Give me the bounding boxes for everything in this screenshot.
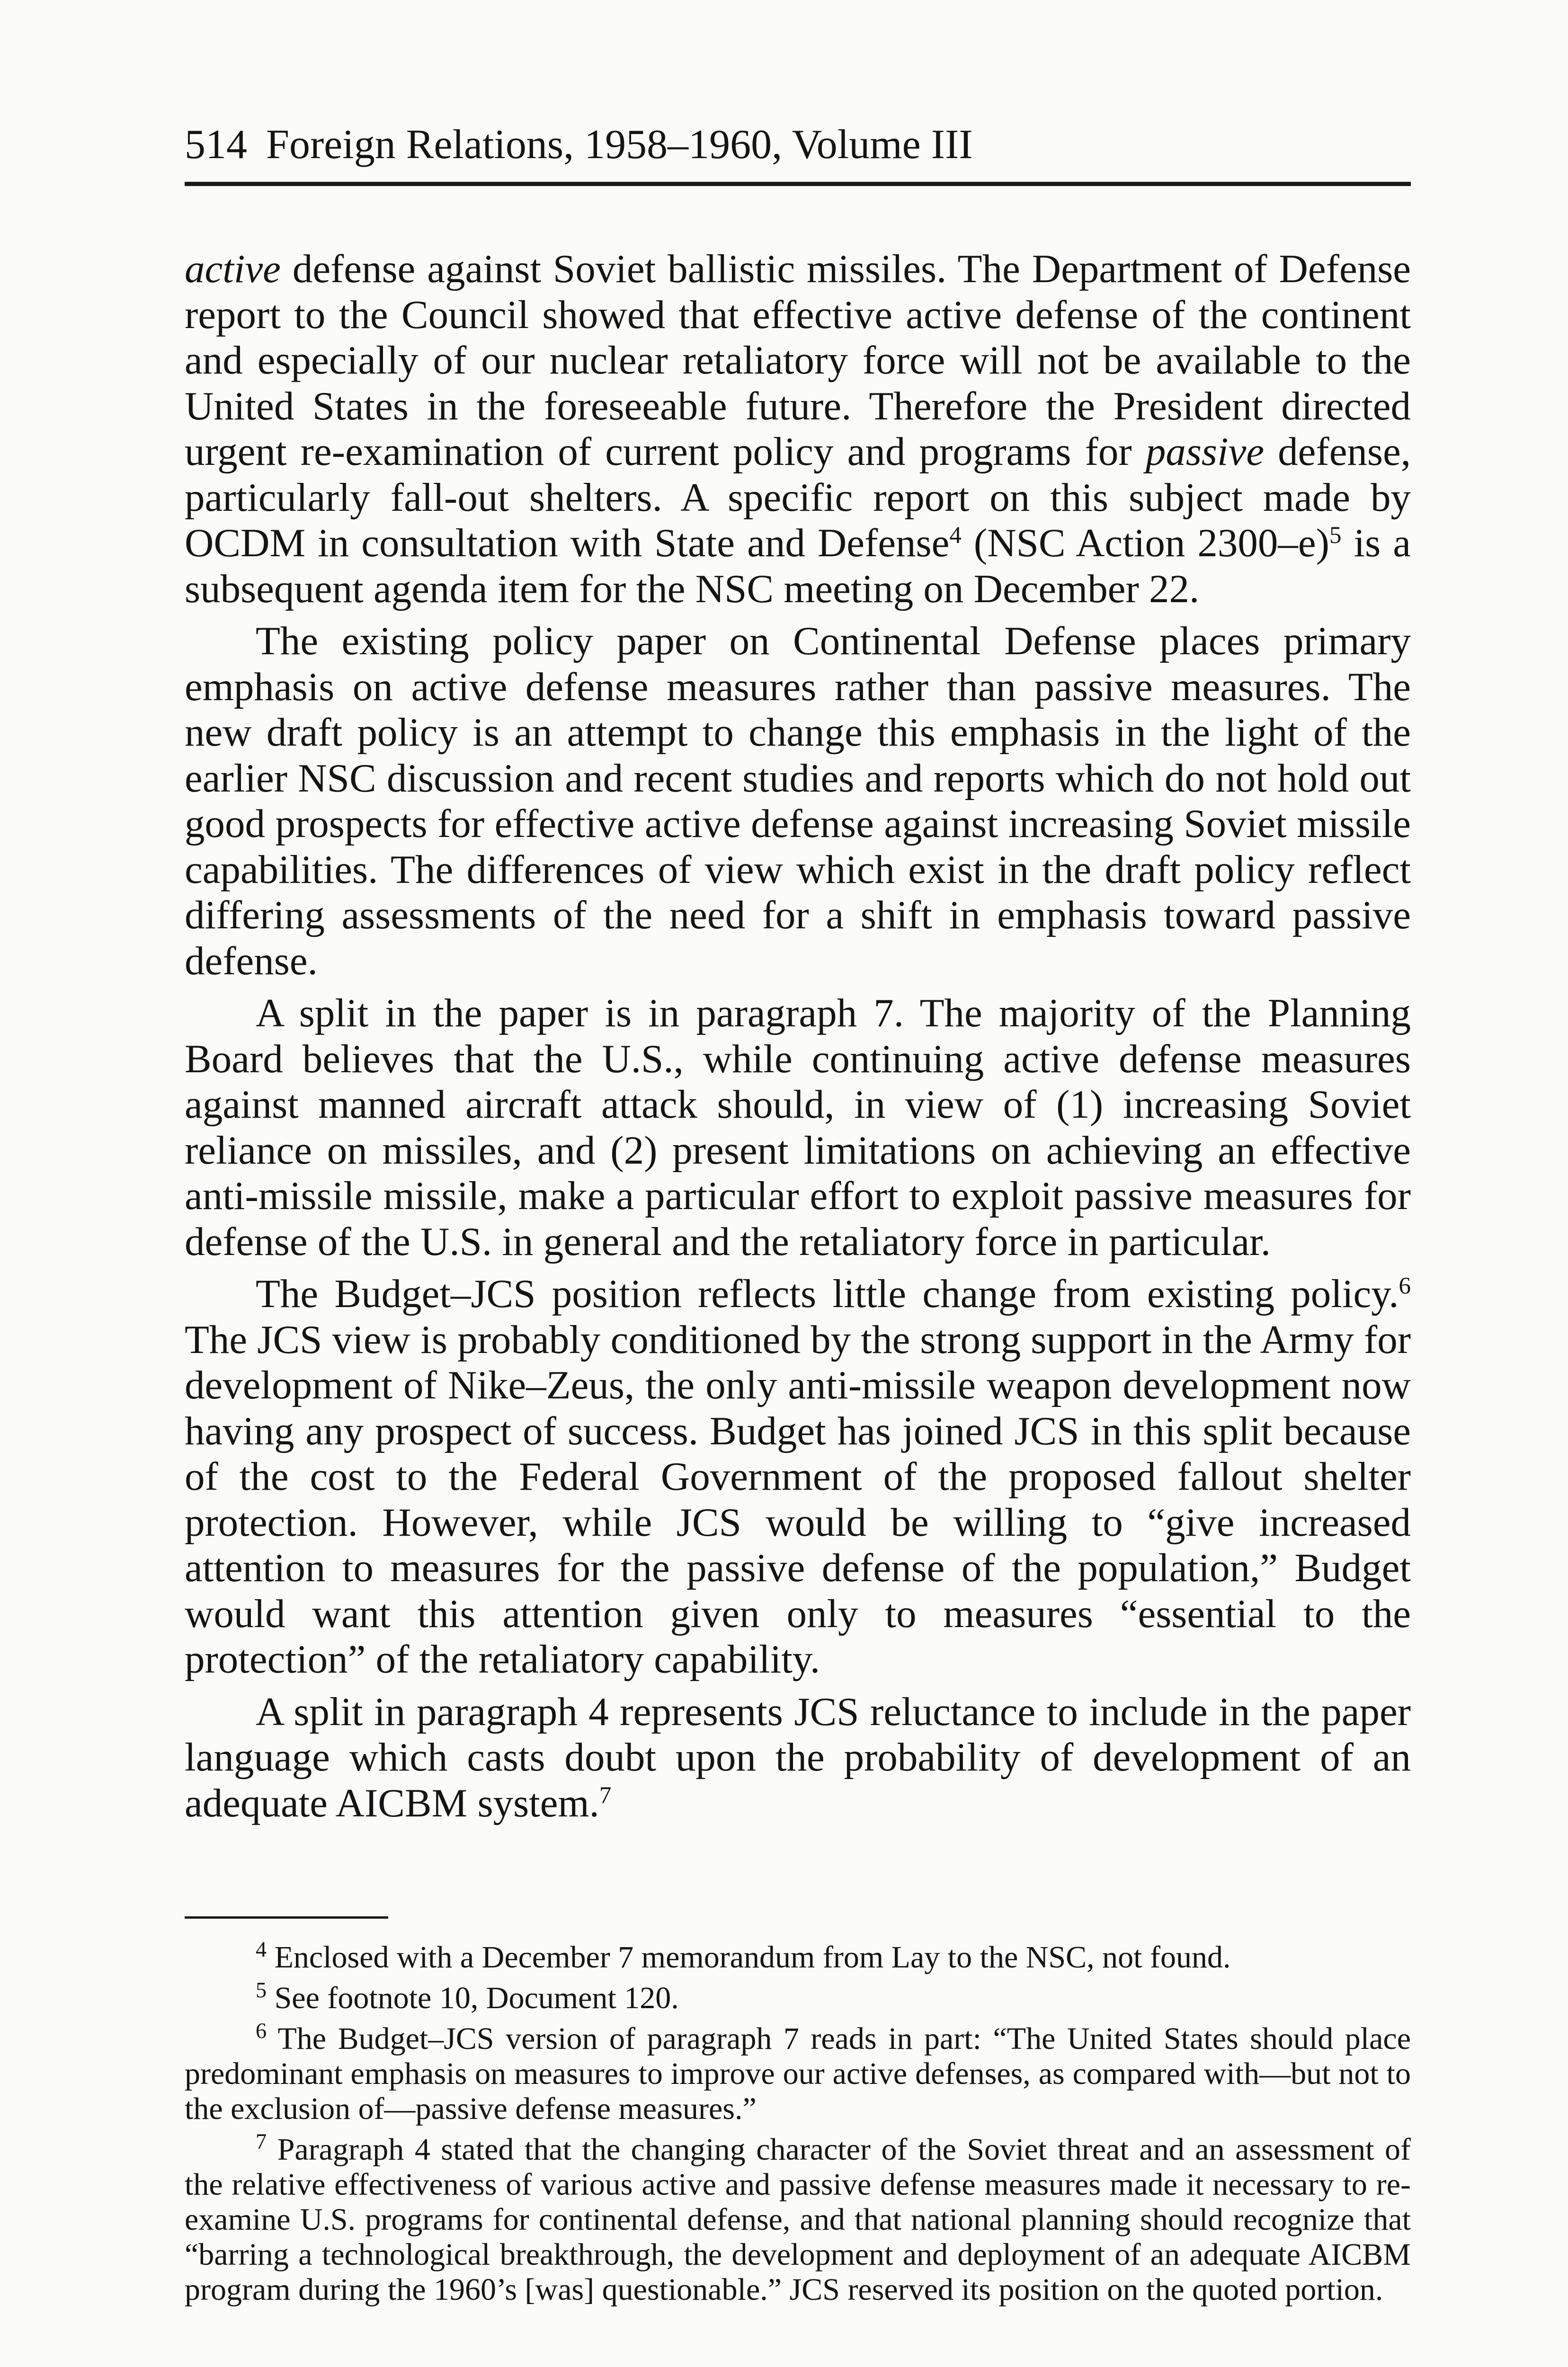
footnote-rule [185,1916,388,1919]
paragraph-2: The existing policy paper on Continental Defense places primary emphasis on active defense measures rather than passive measures. The new draft policy is an attempt to change this emphasis in the light of the earlier NSC discussion and recent studies and reports which do not hold out good prospects for effective active defense against increasing Soviet missile capabilities. The differences of view which exist in the draft policy reflect differing assessments of the need for a shift in emphasis toward passive defense. [185,619,1411,983]
document-page [185,0,1411,2367]
paragraph-1: active defense against Soviet ballistic missiles. The Department of Defense report to the Council showed that effective active defense of the continent and especially of our nuclear retaliatory force will not be available to the United States in the foreseeable future. Therefore the President directed urgent re-examination of current policy and programs for passive defense, particularly fall-out shelters. A specific report on this subject made by OCDM in consultation with State and Defense$^4$ (NSC Action 2300–e)$^5$ is a subsequent agenda item for the NSC meeting on December 22. [185,247,1411,611]
footnote-ref-5: 5 [1329,522,1342,549]
footnote-ref-7: 7 [599,1782,612,1809]
footnote-4: $^4$ Enclosed with a December 7 memorandum from Lay to the NSC, not found. [256,1937,1231,1975]
footnote-6: $^6$ The Budget–JCS version of paragraph 7 reads in part: “The United States should place predominant emphasis on measures to improve our active defenses, as compared with—but not to the exclusion of—passive defense measures.” [185,2018,1411,2126]
italic-active: active [185,247,281,291]
paragraph-4: The Budget–JCS position reflects little change from existing policy.$^6$ The JCS view is probably conditioned by the strong support in the Army for development of Nike–Zeus, the only anti-missile weapon development now having any prospect of success. Budget has joined JCS in this split because of the cost to the Federal Government of the proposed fallout shelter protection. However, while JCS would be willing to “give increased attention to measures for the passive defense of the population,” Budget would want this attention given only to measures “essential to the protection” of the retaliatory capability. [185,1272,1411,1682]
italic-passive: passive [1145,429,1265,474]
running-header [185,124,1411,166]
footnote-ref-4: 4 [949,522,962,549]
paragraph-5: A split in paragraph 4 represents JCS reluctance to include in the paper language which casts doubt upon the probability of development of an adequate AICBM system.$^7$ [185,1689,1411,1825]
page-number: 514 [185,122,247,168]
body-text [185,246,1411,1826]
footnote-5: $^5$ See footnote 10, Document 120. [256,1977,679,2015]
footnotes [185,1937,1411,2313]
footnote-ref-6: 6 [1399,1272,1411,1299]
paragraph-3: A split in the paper is in paragraph 7. The majority of the Planning Board believes that the U.S., while continuing active defense measures against manned aircraft attack should, in view of (1) increasing Soviet reliance on missiles, and (2) present limitations on achieving an effective anti-missile missile, make a particular effort to exploit passive measures for defense of the U.S. in general and the retaliatory force in particular. [185,991,1411,1264]
footnote-7: $^7$ Paragraph 4 stated that the changing character of the Soviet threat and an assessment of the relative effectiveness of various active and passive defense measures made it necessary to re-examine U.S. programs for continental defense, and that national planning should recognize that “barring a technological breakthrough, the development and deployment of an adequate AICBM program during the 1960’s [was] questionable.” JCS reserved its position on the quoted portion. [185,2129,1411,2307]
volume-title: Foreign Relations, 1958–1960, Volume III [266,122,973,168]
header-rule [185,182,1411,186]
